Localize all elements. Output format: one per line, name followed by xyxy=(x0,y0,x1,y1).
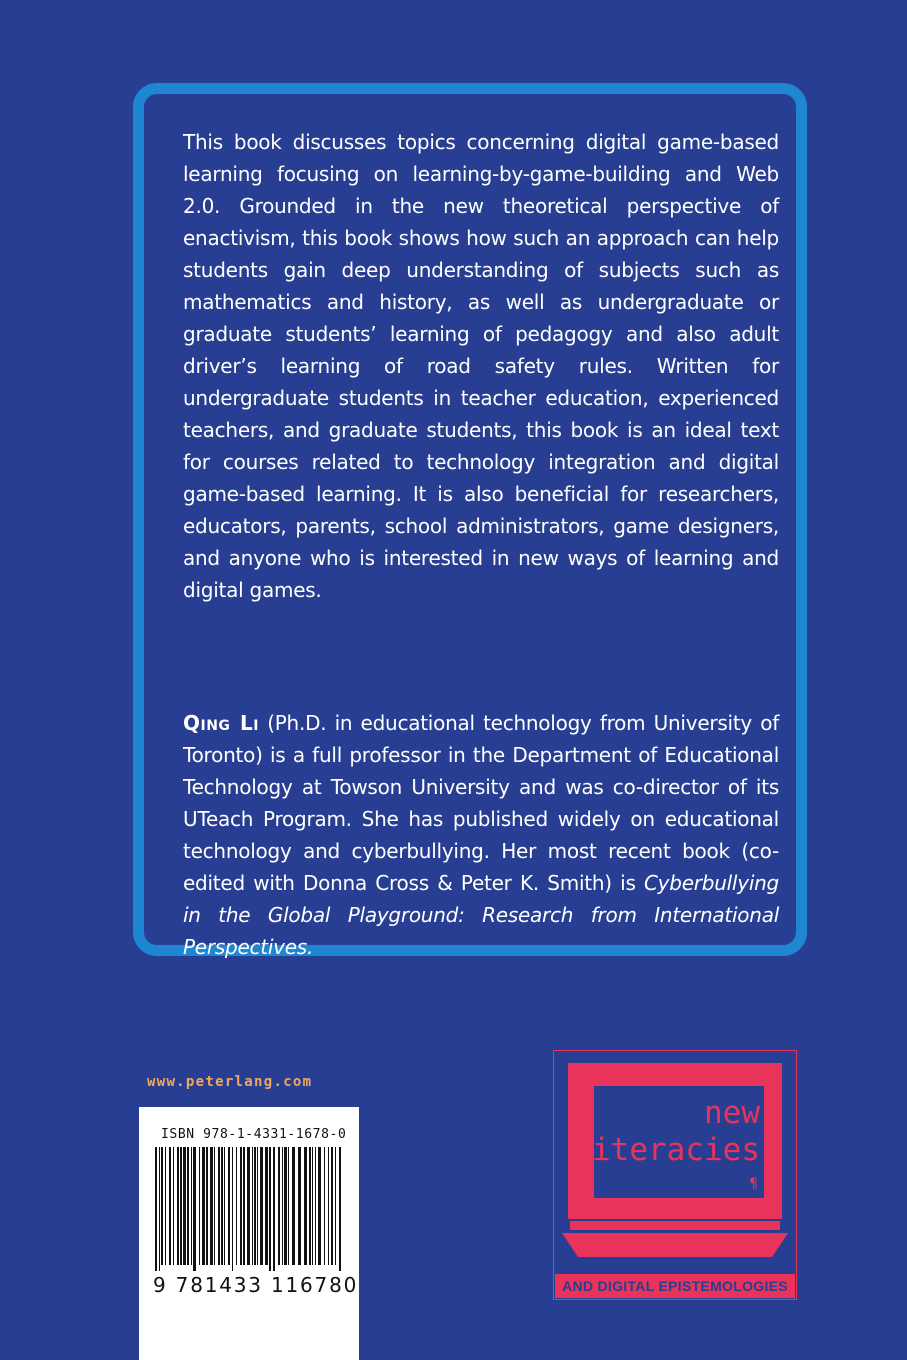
barcode-bar xyxy=(161,1147,163,1265)
barcode-bar xyxy=(224,1147,225,1265)
barcode-bar xyxy=(309,1147,311,1265)
book-description: This book discusses topics concerning digital game-based learning focusing on learning-by-game-building and Web 2.0. Grounded in the new theoretical perspective of enactivism, this book shows how such an approach can help students gain deep understanding of subjects such as mathematics and history, as well as undergraduate or graduate students’ learning of pedagogy and also adult driver’s learning of road safety rules. Written for undergraduate students in teacher education, experienced teachers, and graduate students, this book is an ideal text for courses related to technology integration and digital game-based learning. It is also beneficial for researchers, educators, parents, school administrators, game designers, and anyone who is interested in new ways of learning and digital games. xyxy=(183,130,779,602)
description-panel xyxy=(133,83,807,959)
barcode-bar xyxy=(187,1147,189,1265)
barcode-bar xyxy=(331,1147,333,1265)
barcode-bar xyxy=(202,1147,205,1265)
barcode-bar xyxy=(318,1147,321,1265)
barcode-bar xyxy=(177,1147,179,1265)
barcode-bar xyxy=(292,1147,295,1265)
barcode-bar xyxy=(254,1147,256,1265)
barcode-bar xyxy=(206,1147,208,1265)
barcode-bar xyxy=(269,1147,271,1271)
barcode-bar xyxy=(339,1147,341,1271)
barcode-bar xyxy=(284,1147,287,1265)
barcode-bar xyxy=(282,1147,283,1265)
series-name-line1: new xyxy=(704,1095,760,1131)
barcode-bar xyxy=(221,1147,223,1265)
barcode-bar xyxy=(191,1147,192,1265)
publisher-url: www.peterlang.com xyxy=(147,1074,313,1090)
barcode-bar xyxy=(236,1147,237,1265)
barcode-bar xyxy=(265,1147,268,1265)
barcode-bar xyxy=(199,1147,200,1265)
barcode-bars xyxy=(153,1147,345,1271)
barcode-bar xyxy=(180,1147,182,1265)
barcode-bar xyxy=(260,1147,263,1265)
barcode-bar xyxy=(278,1147,280,1265)
barcode-bar xyxy=(214,1147,215,1265)
barcode-bar xyxy=(328,1147,329,1265)
author-name: Qing Li xyxy=(183,711,259,735)
barcode-bar xyxy=(183,1147,186,1265)
barcode-bar xyxy=(312,1147,313,1265)
barcode-bar xyxy=(165,1147,166,1265)
series-logo xyxy=(553,1050,797,1300)
barcode-bar xyxy=(218,1147,220,1265)
barcode-bar xyxy=(173,1147,174,1265)
barcode xyxy=(139,1107,359,1360)
barcode-bar xyxy=(155,1147,157,1271)
barcode-bar xyxy=(288,1147,289,1265)
barcode-digits: 9 781433 116780 xyxy=(153,1273,359,1297)
series-name-line2: literacies xyxy=(573,1132,760,1168)
barcode-bar xyxy=(257,1147,258,1265)
author-bio xyxy=(183,707,779,963)
barcode-bar xyxy=(210,1147,213,1265)
barcode-bar xyxy=(335,1147,336,1265)
series-subtitle: AND DIGITAL EPISTEMOLOGIES xyxy=(555,1274,795,1298)
barcode-bar xyxy=(273,1147,275,1271)
barcode-bar xyxy=(324,1147,325,1265)
barcode-bar xyxy=(252,1147,253,1265)
barcode-bar xyxy=(240,1147,242,1265)
barcode-bar xyxy=(193,1147,196,1271)
barcode-bar xyxy=(304,1147,307,1265)
isbn-label: ISBN 978-1-4331-1678-0 xyxy=(161,1127,347,1142)
barcode-bar xyxy=(232,1147,233,1271)
barcode-bar xyxy=(298,1147,301,1265)
barcode-bar xyxy=(247,1147,250,1265)
barcode-bar xyxy=(169,1147,171,1265)
author-bio-text: (Ph.D. in educational technology from University of Toronto) is a full professor in the Department of Educational Technology at Towson University and was co-director of its UTeach Program. She has published widely on educational technology and cyberbullying. Her most recent book (co-edited with Donna Cross & Peter K. Smith) is xyxy=(183,711,780,895)
monitor-icon xyxy=(554,1051,796,1273)
barcode-bar xyxy=(243,1147,245,1265)
recent-book-title: Cyberbullying in the Global Playground: Research from International Perspectives. xyxy=(183,871,779,959)
barcode-bar xyxy=(315,1147,316,1265)
barcode-bar xyxy=(228,1147,230,1265)
pilcrow-mark: ¶ xyxy=(749,1176,758,1192)
barcode-bar xyxy=(159,1147,160,1271)
